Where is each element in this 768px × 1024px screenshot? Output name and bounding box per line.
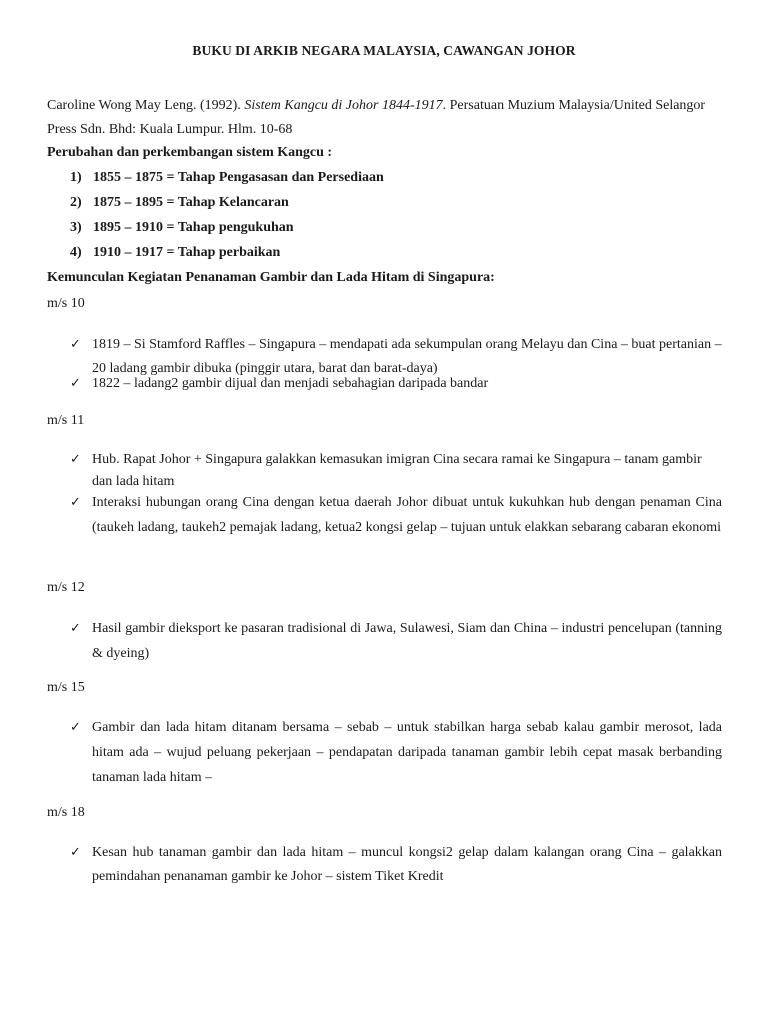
bullet-item: ✓ 1819 – Si Stamford Raffles – Singapura – mendapati ada sekumpulan orang Melayu dan Cina – buat pertanian – 20 ladang gambir dibuka (pinggir utara, barat dan barat-daya) <box>70 333 722 381</box>
stage-item: 3) 1895 – 1910 = Tahap pengukuhan <box>70 220 294 235</box>
page-ref-label: m/s 10 <box>47 296 85 311</box>
page-ref-label: m/s 12 <box>47 580 85 595</box>
check-icon: ✓ <box>70 337 81 352</box>
page-ref-label: m/s 15 <box>47 680 85 695</box>
section-heading-kangcu: Perubahan dan perkembangan sistem Kangcu : <box>47 145 333 160</box>
check-icon: ✓ <box>70 845 81 860</box>
check-icon: ✓ <box>70 720 81 735</box>
citation-author-year: Caroline Wong May Leng. (1992). <box>47 98 245 113</box>
citation-book-title: Sistem Kangcu di Johor 1844-1917 <box>244 98 443 113</box>
check-icon: ✓ <box>70 452 81 467</box>
page-ref-label: m/s 11 <box>47 413 85 428</box>
check-icon: ✓ <box>70 495 81 510</box>
citation-publisher: . Persatuan Muzium Malaysia/United Selangor Press Sdn. Bhd: Kuala Lumpur. Hlm. 10-68 <box>47 98 706 137</box>
check-icon: ✓ <box>70 376 81 391</box>
document-title: BUKU DI ARKIB NEGARA MALAYSIA, CAWANGAN JOHOR <box>192 43 576 58</box>
page-ref-label: m/s 18 <box>47 805 85 820</box>
bullet-item: ✓ Gambir dan lada hitam ditanam bersama – sebab – untuk stabilkan harga sebab kalau gambir merosot, lada hitam ada – wujud peluang pekerjaan – pendapatan daripada tanaman gambir lebih cepat masak berbanding tanaman lada hitam – <box>70 715 722 790</box>
section-heading-gambir: Kemunculan Kegiatan Penanaman Gambir dan Lada Hitam di Singapura: <box>47 270 495 285</box>
check-icon: ✓ <box>70 621 81 636</box>
stage-item: 2) 1875 – 1895 = Tahap Kelancaran <box>70 195 289 210</box>
stage-item: 1) 1855 – 1875 = Tahap Pengasasan dan Persediaan <box>70 170 384 185</box>
stage-item: 4) 1910 – 1917 = Tahap perbaikan <box>70 245 281 260</box>
bullet-item: ✓ Hub. Rapat Johor + Singapura galakkan kemasukan imigran Cina secara ramai ke Singapura – tanam gambir dan lada hitam <box>70 449 722 493</box>
bullet-item: ✓ Kesan hub tanaman gambir dan lada hitam – muncul kongsi2 gelap dalam kalangan orang Cina – galakkan pemindahan penanaman gambir ke Johor – sistem Tiket Kredit <box>70 841 722 889</box>
bullet-item: ✓ Hasil gambir dieksport ke pasaran tradisional di Jawa, Sulawesi, Siam dan China – industri pencelupan (tanning & dyeing) <box>70 616 722 666</box>
bullet-item: ✓ Interaksi hubungan orang Cina dengan ketua daerah Johor dibuat untuk kukuhkan hub dengan penaman Cina (taukeh ladang, taukeh2 pemajak ladang, ketua2 kongsi gelap – tujuan untuk elakkan sebarang cabaran ekonomi <box>70 490 722 540</box>
bullet-item: ✓ 1822 – ladang2 gambir dijual dan menjadi sebahagian daripada bandar <box>70 376 489 391</box>
citation <box>47 94 723 142</box>
stage-list <box>70 168 384 268</box>
